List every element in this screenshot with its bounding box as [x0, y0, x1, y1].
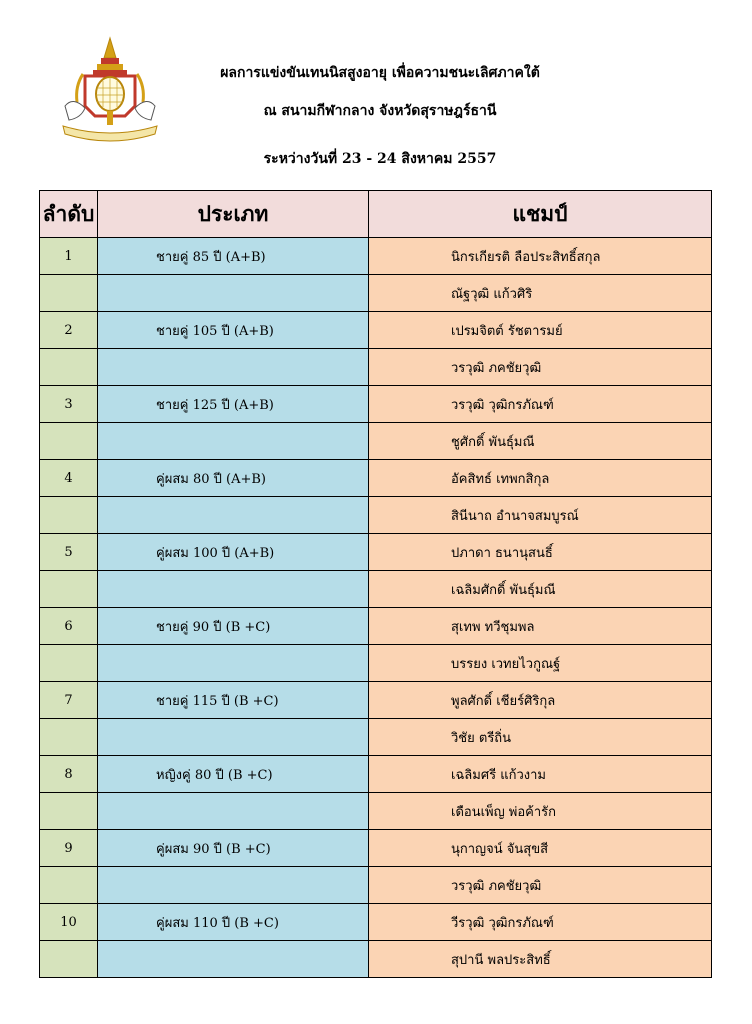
category-cell-empty: [98, 719, 369, 756]
table-row: [40, 830, 712, 867]
champion-cell: ชูศักดิ์ พันธุ์มณี: [369, 423, 712, 460]
row-number: 7: [40, 682, 98, 719]
category-cell: ชายคู่ 90 ปี (B +C): [98, 608, 369, 645]
row-number-empty: [40, 645, 98, 682]
row-number-empty: [40, 423, 98, 460]
champion-cell: ปภาดา ธนานุสนธิ์: [369, 534, 712, 571]
champion-cell: อัคสิทธ์ เทพกสิกุล: [369, 460, 712, 497]
champion-cell: วิชัย ตรีถิ่น: [369, 719, 712, 756]
row-number: 1: [40, 238, 98, 275]
table-row: [40, 534, 712, 571]
table-row: [40, 867, 712, 904]
row-number-empty: [40, 941, 98, 978]
row-number-empty: [40, 275, 98, 312]
category-cell-empty: [98, 645, 369, 682]
category-cell-empty: [98, 793, 369, 830]
row-number-empty: [40, 571, 98, 608]
category-cell-empty: [98, 571, 369, 608]
results-table: [39, 190, 712, 978]
header-category: ประเภท: [98, 191, 369, 238]
champion-cell: วรวุฒิ ภคชัยวุฒิ: [369, 867, 712, 904]
champion-cell: นุกาญจน์ จันสุขสี: [369, 830, 712, 867]
table-row: [40, 238, 712, 275]
row-number-empty: [40, 497, 98, 534]
champion-cell: สินีนาถ อำนาจสมบูรณ์: [369, 497, 712, 534]
table-row: [40, 756, 712, 793]
champion-cell: พูลศักดิ์ เชียร์ศิริกุล: [369, 682, 712, 719]
row-number-empty: [40, 867, 98, 904]
category-cell-empty: [98, 275, 369, 312]
row-number: 9: [40, 830, 98, 867]
table-row: [40, 497, 712, 534]
row-number: 6: [40, 608, 98, 645]
row-number: 3: [40, 386, 98, 423]
table-row: [40, 645, 712, 682]
title-line-2: ณ สนามกีฬากลาง จังหวัดสุราษฎร์ธานี: [263, 103, 497, 119]
table-row: [40, 349, 712, 386]
category-cell-empty: [98, 941, 369, 978]
header-no: ลำดับ: [40, 191, 98, 238]
table-row: [40, 719, 712, 756]
table-row: [40, 608, 712, 645]
category-cell-empty: [98, 349, 369, 386]
champion-cell: เฉลิมศรี แก้วงาม: [369, 756, 712, 793]
row-number: 8: [40, 756, 98, 793]
champion-cell: สุปานี พลประสิทธิ์: [369, 941, 712, 978]
table-row: [40, 571, 712, 608]
champion-cell: ณัฐวุฒิ แก้วศิริ: [369, 275, 712, 312]
table-row: [40, 460, 712, 497]
table-row: [40, 941, 712, 978]
champion-cell: วรวุฒิ วุฒิกรภัณฑ์: [369, 386, 712, 423]
table-row: [40, 904, 712, 941]
row-number-empty: [40, 349, 98, 386]
row-number-empty: [40, 719, 98, 756]
category-cell: คู่ผสม 90 ปี (B +C): [98, 830, 369, 867]
category-cell: ชายคู่ 115 ปี (B +C): [98, 682, 369, 719]
title-line-1: ผลการแข่งขันเทนนิสสูงอายุ เพื่อความชนะเลิศภาคใต้: [220, 65, 540, 81]
table-row: [40, 312, 712, 349]
category-cell-empty: [98, 867, 369, 904]
category-cell: ชายคู่ 85 ปี (A+B): [98, 238, 369, 275]
champion-cell: สุเทพ ทวีชุมพล: [369, 608, 712, 645]
row-number: 5: [40, 534, 98, 571]
category-cell: หญิงคู่ 80 ปี (B +C): [98, 756, 369, 793]
category-cell-empty: [98, 423, 369, 460]
table-row: [40, 793, 712, 830]
category-cell-empty: [98, 497, 369, 534]
association-logo-icon: [55, 36, 165, 148]
table-row: [40, 386, 712, 423]
category-cell: คู่ผสม 80 ปี (A+B): [98, 460, 369, 497]
title-line-3: ระหว่างวันที่ 23 - 24 สิงหาคม 2557: [263, 151, 497, 167]
champion-cell: เฉลิมศักดิ์ พันธุ์มณี: [369, 571, 712, 608]
champion-cell: เดือนเพ็ญ พ่อค้ารัก: [369, 793, 712, 830]
champion-cell: บรรยง เวทยไวกูณฐ์: [369, 645, 712, 682]
champion-cell: วรวุฒิ ภคชัยวุฒิ: [369, 349, 712, 386]
category-cell: คู่ผสม 110 ปี (B +C): [98, 904, 369, 941]
table-row: [40, 682, 712, 719]
table-row: [40, 423, 712, 460]
champion-cell: วีรวุฒิ วุฒิกรภัณฑ์: [369, 904, 712, 941]
row-number: 2: [40, 312, 98, 349]
category-cell: คู่ผสม 100 ปี (A+B): [98, 534, 369, 571]
table-header-row: [40, 191, 712, 238]
category-cell: ชายคู่ 125 ปี (A+B): [98, 386, 369, 423]
champion-cell: เปรมจิตต์ รัชตารมย์: [369, 312, 712, 349]
row-number: 4: [40, 460, 98, 497]
table-row: [40, 275, 712, 312]
row-number-empty: [40, 793, 98, 830]
row-number: 10: [40, 904, 98, 941]
category-cell: ชายคู่ 105 ปี (A+B): [98, 312, 369, 349]
header-champion: แชมป์: [369, 191, 712, 238]
champion-cell: นิกรเกียรติ ลือประสิทธิ์สกุล: [369, 238, 712, 275]
